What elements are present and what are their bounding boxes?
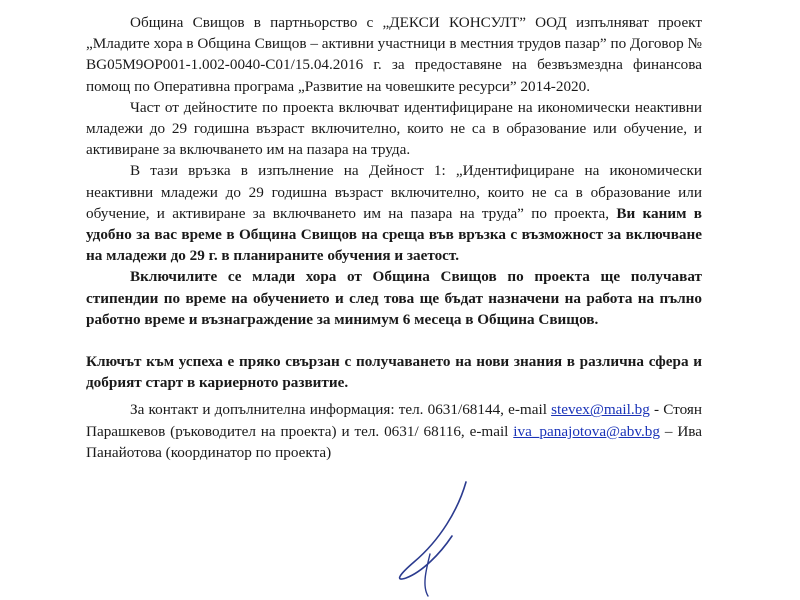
contact-middle: - Стоян Парашкевов (ръководител на проекта) и тел. 0631/ 68116, e-mail xyxy=(86,401,702,440)
paragraph-invitation xyxy=(86,160,702,266)
invitation-bold-text: Ви каним в удобно за вас време в Община Свищов на среща във връзка с възможност за включване на младежи до 29 г. в планираните обучения и заетост. xyxy=(86,204,702,265)
signature-stroke xyxy=(425,554,430,596)
paragraph-scholarships: Включилите се млади хора от Община Свищов по проекта ще получават стипендии по време на обучението и след това ще бъдат назначени на работа на пълно работно време и възнаграждение за минимум 6 месеца в Община Свищов. xyxy=(86,268,702,328)
handwritten-signature xyxy=(370,470,600,600)
paragraph-spacer xyxy=(86,330,702,351)
contact-intro: За контакт и допълнителна информация: тел. 0631/68144, e-mail xyxy=(130,401,552,419)
paragraph-activities: Част от дейностите по проекта включват идентифициране на икономически неактивни младежи до 29 годишна възраст включително, които не са в образование или обучение, и активиране за включването им на пазара на труда. xyxy=(86,98,702,159)
paragraph-intro: Община Свищов в партньорство с „ДЕКСИ КОНСУЛТ” ООД изпълняват проект „Младите хора в Община Свищов – активни участници в местния трудов пазар” по Договор № BG05M9OP001-1.002-0040-C01/15.04.2016 г. за предоставяне на безвъзмездна финансова помощ по Оперативна програма „Развитие на човешките ресурси” 2014-2020. xyxy=(86,14,702,95)
paragraph-contact xyxy=(86,399,702,463)
contact-end: – Ива Панайотова (координатор по проекта) xyxy=(86,422,702,461)
signature-stroke xyxy=(400,482,466,579)
email-link-stevex[interactable]: stevex@mail.bg xyxy=(551,401,650,419)
paragraph-success-key: Ключът към успеха е пряко свързан с получаването на нови знания в различна сфера и добрият старт в кариерното развитие. xyxy=(86,353,702,392)
letter-body xyxy=(86,12,702,463)
email-link-iva[interactable]: iva_panajotova@abv.bg xyxy=(513,422,660,440)
invitation-text: В тази връзка в изпълнение на Дейност 1: „Идентифициране на икономически неактивни младежи до 29 годишна възраст включително, които не са в образование или обучение, и активиране за включването им на пазара на труда” по проекта, xyxy=(86,162,702,222)
